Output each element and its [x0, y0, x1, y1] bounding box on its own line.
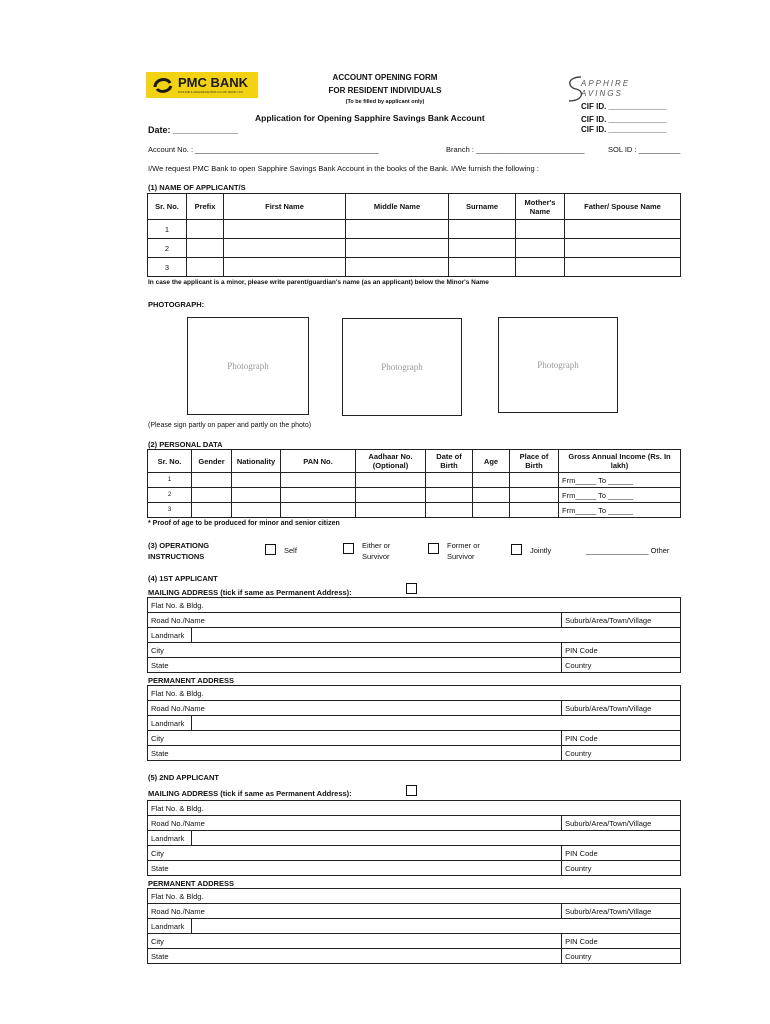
- aadhaar-cell[interactable]: [356, 473, 426, 488]
- landmark-input[interactable]: [192, 831, 681, 846]
- gender-cell[interactable]: [192, 503, 232, 518]
- col-header-father-spouse-name: Father/ Spouse Name: [565, 194, 681, 220]
- col-header-gross-income: Gross Annual Income (Rs. In lakh): [559, 450, 681, 473]
- option-either-survivor-label: Either or Survivor: [362, 541, 391, 561]
- flat-field[interactable]: Flat No. & Bldg.: [148, 598, 681, 613]
- applicant2-permanent-address: [147, 888, 681, 964]
- sol-id-field[interactable]: SOL ID : __________: [608, 145, 681, 154]
- account-number-field[interactable]: Account No. : ____________________________________________: [148, 145, 379, 154]
- mothers-name-cell[interactable]: [516, 258, 565, 277]
- landmark-label: Landmark: [148, 919, 192, 934]
- prefix-cell[interactable]: [187, 220, 224, 239]
- mothers-name-cell[interactable]: [516, 239, 565, 258]
- place-of-birth-cell[interactable]: [510, 473, 559, 488]
- surname-cell[interactable]: [449, 258, 516, 277]
- pin-code-field[interactable]: PIN Code: [562, 846, 681, 861]
- pin-code-field[interactable]: PIN Code: [562, 643, 681, 658]
- applicant2-same-address-checkbox[interactable]: [406, 785, 417, 796]
- sapphire-logo-line2: AVINGS: [581, 89, 623, 98]
- form-subtitle: Application for Opening Sapphire Savings Bank Account: [255, 113, 485, 123]
- row-number: 2: [148, 239, 187, 258]
- col-header-first-name: First Name: [224, 194, 346, 220]
- col-header-sr: Sr. No.: [148, 450, 192, 473]
- pan-cell[interactable]: [281, 503, 356, 518]
- income-range-cell[interactable]: Frm_____ To ______: [559, 488, 681, 503]
- country-field[interactable]: Country: [562, 658, 681, 673]
- cif-id-field-3[interactable]: CIF ID. _____________: [581, 125, 667, 134]
- landmark-label: Landmark: [148, 831, 192, 846]
- section3-title: (3) OPERATIONG INSTRUCTIONS: [148, 541, 210, 561]
- form-note: (To be filled by applicant only): [345, 99, 425, 105]
- road-field[interactable]: Road No./Name: [148, 816, 562, 831]
- branch-field[interactable]: Branch : __________________________: [446, 145, 585, 154]
- age-cell[interactable]: [473, 488, 510, 503]
- middle-name-cell[interactable]: [346, 220, 449, 239]
- applicant1-mailing-address: [147, 597, 681, 673]
- cif-id-field-2[interactable]: CIF ID. _____________: [581, 115, 667, 124]
- table-row: [148, 473, 681, 488]
- photo-placeholder: Photograph: [227, 361, 269, 372]
- first-name-cell[interactable]: [224, 258, 346, 277]
- aadhaar-cell[interactable]: [356, 503, 426, 518]
- pan-cell[interactable]: [281, 488, 356, 503]
- jointly-checkbox[interactable]: [511, 544, 522, 555]
- income-range-cell[interactable]: Frm_____ To ______: [559, 473, 681, 488]
- city-field[interactable]: City: [148, 643, 562, 658]
- suburb-field[interactable]: Suburb/Area/Town/Village: [562, 904, 681, 919]
- minor-note: In case the applicant is a minor, please write parent/guardian's name (as an applicant) below the Minor's Name: [148, 279, 489, 286]
- gender-cell[interactable]: [192, 473, 232, 488]
- landmark-input[interactable]: [192, 716, 681, 731]
- state-field[interactable]: State: [148, 658, 562, 673]
- aadhaar-cell[interactable]: [356, 488, 426, 503]
- form-title-line2: FOR RESIDENT INDIVIDUALS: [328, 86, 442, 95]
- table-row: [148, 258, 681, 277]
- applicant2-permanent-label: PERMANENT ADDRESS: [148, 879, 234, 888]
- applicant-names-table: [147, 193, 681, 277]
- dob-cell[interactable]: [426, 503, 473, 518]
- col-header-surname: Surname: [449, 194, 516, 220]
- road-field[interactable]: Road No./Name: [148, 701, 562, 716]
- row-number: 1: [148, 220, 187, 239]
- country-field[interactable]: Country: [562, 861, 681, 876]
- surname-cell[interactable]: [449, 220, 516, 239]
- state-field[interactable]: State: [148, 949, 562, 964]
- row-number: 2: [148, 488, 192, 503]
- col-header-prefix: Prefix: [187, 194, 224, 220]
- pin-code-field[interactable]: PIN Code: [562, 934, 681, 949]
- road-field[interactable]: Road No./Name: [148, 613, 562, 628]
- pin-code-field[interactable]: PIN Code: [562, 731, 681, 746]
- country-field[interactable]: Country: [562, 949, 681, 964]
- income-range-cell[interactable]: Frm_____ To ______: [559, 503, 681, 518]
- sapphire-logo-line1: APPHIRE: [581, 79, 631, 88]
- middle-name-cell[interactable]: [346, 258, 449, 277]
- former-or-survivor-checkbox[interactable]: [428, 543, 439, 554]
- option-other-field[interactable]: _______________ Other: [586, 546, 670, 555]
- col-header-nationality: Nationality: [232, 450, 281, 473]
- personal-data-table: [147, 449, 681, 518]
- dob-cell[interactable]: [426, 488, 473, 503]
- landmark-input[interactable]: [192, 919, 681, 934]
- table-row: [148, 239, 681, 258]
- place-of-birth-cell[interactable]: [510, 503, 559, 518]
- surname-cell[interactable]: [449, 239, 516, 258]
- table-row: [148, 220, 681, 239]
- cif-id-field-1[interactable]: CIF ID. _____________: [581, 102, 667, 111]
- sapphire-savings-logo: [565, 74, 675, 104]
- flat-field[interactable]: Flat No. & Bldg.: [148, 889, 681, 904]
- applicant2-mailing-address: [147, 800, 681, 876]
- applicant1-permanent-label: PERMANENT ADDRESS: [148, 676, 234, 685]
- photo-sign-note: (Please sign partly on paper and partly on the photo): [148, 422, 312, 429]
- city-field[interactable]: City: [148, 846, 562, 861]
- prefix-cell[interactable]: [187, 239, 224, 258]
- pmc-emblem-icon: [152, 75, 174, 95]
- pmc-logo-subtext: PUNJAB & MAHARASHTRA CO-OP. BANK LTD.: [178, 90, 244, 94]
- city-field[interactable]: City: [148, 731, 562, 746]
- table-row: [148, 503, 681, 518]
- row-number: 3: [148, 258, 187, 277]
- age-proof-note: * Proof of age to be produced for minor and senior citizen: [148, 520, 340, 527]
- applicant2-mailing-label: MAILING ADDRESS (tick if same as Permanent Address):: [148, 789, 352, 798]
- pmc-bank-logo: [146, 72, 258, 98]
- landmark-label: Landmark: [148, 628, 192, 643]
- col-header-age: Age: [473, 450, 510, 473]
- landmark-input[interactable]: [192, 628, 681, 643]
- age-cell[interactable]: [473, 473, 510, 488]
- nationality-cell[interactable]: [232, 503, 281, 518]
- applicant1-same-address-checkbox[interactable]: [406, 583, 417, 594]
- landmark-label: Landmark: [148, 716, 192, 731]
- dob-cell[interactable]: [426, 473, 473, 488]
- applicant1-mailing-label: MAILING ADDRESS (tick if same as Permanent Address):: [148, 588, 352, 597]
- pan-cell[interactable]: [281, 473, 356, 488]
- row-number: 3: [148, 503, 192, 518]
- flat-field[interactable]: Flat No. & Bldg.: [148, 801, 681, 816]
- father-spouse-cell[interactable]: [565, 220, 681, 239]
- photo-box-1[interactable]: [187, 317, 309, 415]
- city-field[interactable]: City: [148, 934, 562, 949]
- request-statement: I/We request PMC Bank to open Sapphire Savings Bank Account in the books of the Bank. I/We furnish the following :: [148, 164, 539, 173]
- applicant2-title: (5) 2ND APPLICANT: [148, 773, 219, 782]
- flat-field[interactable]: Flat No. & Bldg.: [148, 686, 681, 701]
- photo-placeholder: Photograph: [537, 360, 579, 371]
- gender-cell[interactable]: [192, 488, 232, 503]
- either-or-survivor-checkbox[interactable]: [343, 543, 354, 554]
- suburb-field[interactable]: Suburb/Area/Town/Village: [562, 613, 681, 628]
- self-checkbox[interactable]: [265, 544, 276, 555]
- section2-title: (2) PERSONAL DATA: [148, 440, 223, 449]
- option-self-label: Self: [284, 546, 297, 555]
- col-header-sr: Sr. No.: [148, 194, 187, 220]
- country-field[interactable]: Country: [562, 746, 681, 761]
- col-header-mothers-name: Mother's Name: [516, 194, 565, 220]
- col-header-aadhaar: Aadhaar No. (Optional): [356, 450, 426, 473]
- place-of-birth-cell[interactable]: [510, 488, 559, 503]
- first-name-cell[interactable]: [224, 220, 346, 239]
- applicant1-permanent-address: [147, 685, 681, 761]
- option-jointly-label: Jointly: [530, 546, 552, 555]
- photo-box-2[interactable]: [342, 318, 462, 416]
- state-field[interactable]: State: [148, 746, 562, 761]
- col-header-pan: PAN No.: [281, 450, 356, 473]
- mothers-name-cell[interactable]: [516, 220, 565, 239]
- photo-box-3[interactable]: [498, 317, 618, 413]
- date-field[interactable]: Date: _____________: [148, 125, 239, 135]
- nationality-cell[interactable]: [232, 488, 281, 503]
- father-spouse-cell[interactable]: [565, 239, 681, 258]
- road-field[interactable]: Road No./Name: [148, 904, 562, 919]
- col-header-gender: Gender: [192, 450, 232, 473]
- suburb-field[interactable]: Suburb/Area/Town/Village: [562, 701, 681, 716]
- col-header-middle-name: Middle Name: [346, 194, 449, 220]
- first-name-cell[interactable]: [224, 239, 346, 258]
- photograph-label: PHOTOGRAPH:: [148, 300, 205, 309]
- prefix-cell[interactable]: [187, 258, 224, 277]
- nationality-cell[interactable]: [232, 473, 281, 488]
- photo-placeholder: Photograph: [381, 362, 423, 373]
- age-cell[interactable]: [473, 503, 510, 518]
- suburb-field[interactable]: Suburb/Area/Town/Village: [562, 816, 681, 831]
- applicant1-title: (4) 1ST APPLICANT: [148, 574, 218, 583]
- middle-name-cell[interactable]: [346, 239, 449, 258]
- form-title-line1: ACCOUNT OPENING FORM: [332, 73, 438, 82]
- pmc-logo-text: PMC BANK: [178, 75, 249, 90]
- option-former-survivor-label: Former or Survivor: [447, 541, 480, 561]
- section1-title: (1) NAME OF APPLICANT/S: [148, 183, 246, 192]
- col-header-dob: Date of Birth: [426, 450, 473, 473]
- col-header-place-of-birth: Place of Birth: [510, 450, 559, 473]
- state-field[interactable]: State: [148, 861, 562, 876]
- father-spouse-cell[interactable]: [565, 258, 681, 277]
- table-row: [148, 488, 681, 503]
- row-number: 1: [148, 473, 192, 488]
